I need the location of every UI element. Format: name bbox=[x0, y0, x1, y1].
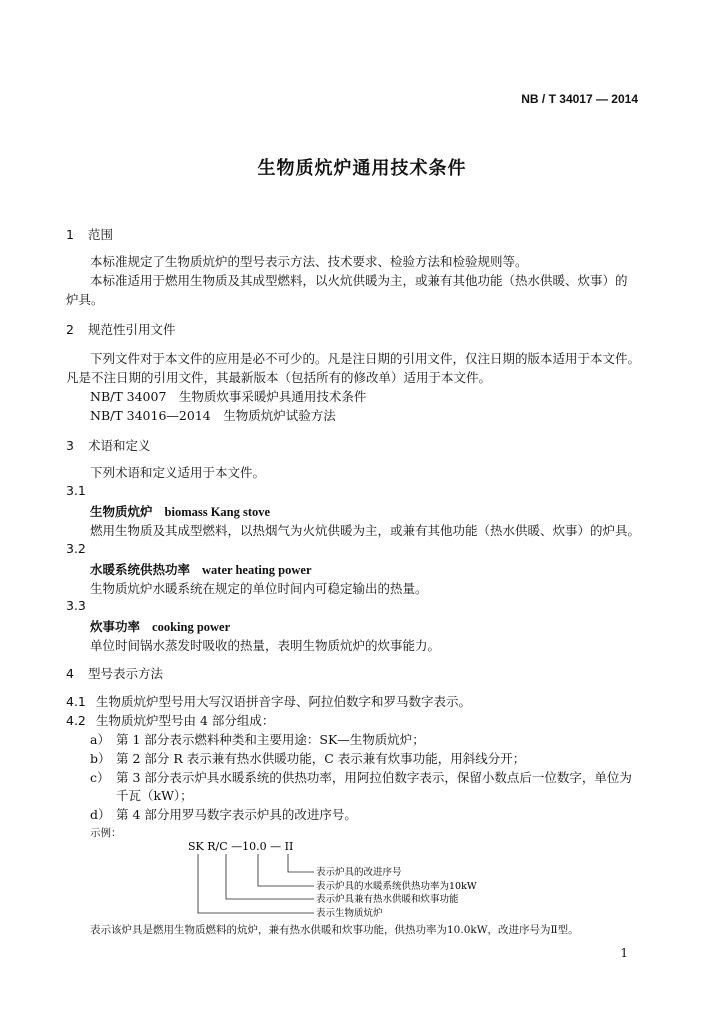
section-2-paragraph-line-1: 下列文件对于本文件的应用是必不可少的。凡是注日期的引用文件，仅注日期的版本适用于本文件。 bbox=[90, 351, 641, 366]
document-title: 生物质炕炉通用技术条件 bbox=[257, 158, 467, 179]
term-3-3: 炊事功率 cooking power bbox=[90, 619, 231, 634]
page-number: 1 bbox=[620, 946, 628, 960]
term-3-1-definition: 燃用生物质及其成型燃料，以热烟气为火炕供暖为主，或兼有其他功能（热水供暖、炊事）的炉具。 bbox=[90, 523, 641, 538]
example-note: 表示该炉具是燃用生物质燃料的炕炉，兼有热水供暖和炊事功能，供热功率为10.0kW，改进序号为Ⅱ型。 bbox=[90, 924, 579, 936]
term-3-2: 水暖系统供热功率 water heating power bbox=[90, 562, 312, 577]
list-item: c） 第 3 部分表示炉具水暖系统的供热功率，用阿拉伯数字表示，保留小数点后一位数字，单位为 bbox=[90, 770, 632, 785]
section-4-heading: 4 型号表示方法 bbox=[66, 666, 164, 681]
model-code-diagram bbox=[186, 836, 546, 936]
standard-number: NB / T 34017 — 2014 bbox=[521, 92, 638, 106]
normative-reference-2: NB/T 34016—2014 生物质炕炉试验方法 bbox=[90, 408, 336, 423]
section-2-heading: 2 规范性引用文件 bbox=[66, 322, 176, 337]
section-2-paragraph-line-2: 凡是不注日期的引用文件，其最新版本（包括所有的修改单）适用于本文件。 bbox=[66, 370, 492, 385]
list-item: a） 第 1 部分表示燃料种类和主要用途：SK—生物质炕炉； bbox=[90, 732, 425, 747]
section-3-heading: 3 术语和定义 bbox=[66, 438, 151, 453]
clause-4-1: 4.1 生物质炕炉型号用大写汉语拼音字母、阿拉伯数字和罗马数字表示。 bbox=[66, 694, 472, 709]
section-1-paragraph-2-line-2: 炉具。 bbox=[66, 292, 104, 307]
section-1-heading: 1 范围 bbox=[66, 227, 114, 242]
term-3-1-number: 3.1 bbox=[66, 483, 86, 498]
section-3-intro: 下列术语和定义适用于本文件。 bbox=[90, 465, 266, 480]
legend-line-2: 表示炉具的水暖系统供热功率为10kW bbox=[316, 881, 477, 892]
term-3-3-definition: 单位时间锅水蒸发时吸收的热量，表明生物质炕炉的炊事能力。 bbox=[90, 638, 441, 653]
section-1-paragraph-2-line-1: 本标准适用于燃用生物质及其成型燃料，以火炕供暖为主，或兼有其他功能（热水供暖、炊事）的 bbox=[90, 273, 628, 288]
term-3-3-number: 3.3 bbox=[66, 598, 86, 613]
legend-line-4: 表示生物质炕炉 bbox=[316, 908, 383, 919]
model-code: SK R/C —10.0 — II bbox=[188, 840, 294, 853]
clause-4-2: 4.2 生物质炕炉型号由 4 部分组成： bbox=[66, 713, 275, 728]
list-item: b） 第 2 部分 R 表示兼有热水供暖功能，C 表示兼有炊事功能，用斜线分开； bbox=[90, 751, 526, 766]
section-1-paragraph-1: 本标准规定了生物质炕炉的型号表示方法、技术要求、检验方法和检验规则等。 bbox=[90, 254, 528, 269]
legend-line-1: 表示炉具的改进序号 bbox=[316, 867, 402, 878]
example-label: 示例： bbox=[90, 827, 122, 839]
list-item-continuation: 千瓦（kW）； bbox=[116, 788, 193, 803]
term-3-2-definition: 生物质炕炉水暖系统在规定的单位时间内可稳定输出的热量。 bbox=[90, 581, 428, 596]
term-3-1: 生物质炕炉 biomass Kang stove bbox=[90, 504, 271, 519]
term-3-2-number: 3.2 bbox=[66, 541, 86, 556]
list-item: d） 第 4 部分用罗马数字表示炉具的改进序号。 bbox=[90, 807, 357, 822]
normative-reference-1: NB/T 34007 生物质炊事采暖炉具通用技术条件 bbox=[90, 389, 367, 404]
legend-line-3: 表示炉具兼有热水供暖和炊事功能 bbox=[316, 894, 459, 905]
